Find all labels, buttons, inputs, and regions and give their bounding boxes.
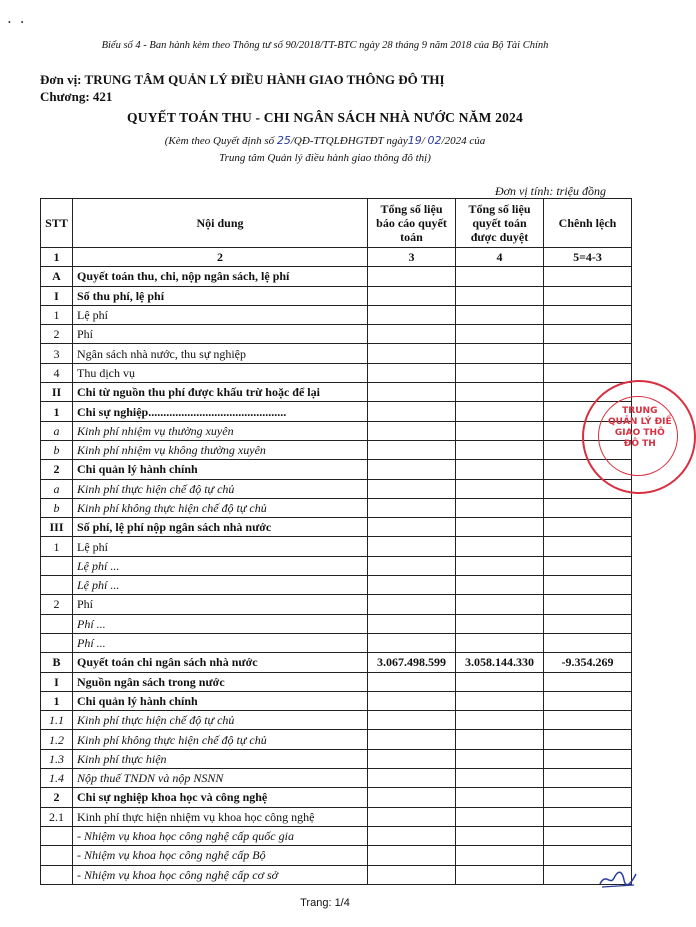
row-stt: 1.2 (41, 730, 73, 749)
table-row (41, 363, 632, 382)
row-diff (544, 633, 632, 652)
row-reported (368, 402, 456, 421)
row-diff (544, 769, 632, 788)
row-reported (368, 633, 456, 652)
row-approved (456, 711, 544, 730)
subtitle-line-2: Trung tâm Quản lý điều hành giao thông đô thị) (219, 152, 431, 164)
row-diff (544, 846, 632, 865)
row-stt: 4 (41, 363, 73, 382)
table-row (41, 479, 632, 498)
row-approved (456, 344, 544, 363)
row-stt (41, 576, 73, 595)
row-reported (368, 730, 456, 749)
table-row (41, 383, 632, 402)
header-stt: STT (41, 199, 73, 248)
unit-label: Đơn vị: (40, 72, 82, 87)
row-content: Kinh phí nhiệm vụ thường xuyên (73, 421, 368, 440)
row-stt (41, 826, 73, 845)
table-row (41, 344, 632, 363)
row-approved (456, 576, 544, 595)
row-approved (456, 595, 544, 614)
row-diff: -9.354.269 (544, 653, 632, 672)
table-row (41, 730, 632, 749)
table-header-row (41, 199, 632, 248)
row-approved (456, 286, 544, 305)
row-approved (456, 730, 544, 749)
row-stt: 2 (41, 460, 73, 479)
row-content: Kinh phí không thực hiện chế độ tự chủ (73, 498, 368, 517)
row-content: Số thu phí, lệ phí (73, 286, 368, 305)
row-reported (368, 788, 456, 807)
row-stt (41, 846, 73, 865)
row-approved: 3.058.144.330 (456, 653, 544, 672)
row-content: Phí ... (73, 633, 368, 652)
row-approved (456, 383, 544, 402)
row-content: - Nhiệm vụ khoa học công nghệ cấp quốc gia (73, 826, 368, 845)
table-row (41, 633, 632, 652)
row-reported (368, 498, 456, 517)
row-diff (544, 363, 632, 382)
row-content: Thu dịch vụ (73, 363, 368, 382)
row-diff (544, 556, 632, 575)
table-row (41, 826, 632, 845)
row-diff (544, 788, 632, 807)
row-content: Chi từ nguồn thu phí được khấu trừ hoặc để lại (73, 383, 368, 402)
row-stt: II (41, 383, 73, 402)
table-row (41, 788, 632, 807)
row-stt: 1.1 (41, 711, 73, 730)
row-approved (456, 846, 544, 865)
subtitle-part-2: /QĐ-TTQLĐHGTĐT ngày (290, 135, 408, 147)
row-diff (544, 325, 632, 344)
row-reported (368, 537, 456, 556)
unit-line (40, 72, 445, 88)
header-content: Nội dung (73, 199, 368, 248)
row-stt: 3 (41, 344, 73, 363)
table-row (41, 498, 632, 517)
document-title: QUYẾT TOÁN THU - CHI NGÂN SÁCH NHÀ NƯỚC NĂM 2024 (127, 110, 523, 125)
row-approved (456, 788, 544, 807)
row-diff (544, 286, 632, 305)
row-stt (41, 556, 73, 575)
stamp-text: TRUNG QUẢN LÝ ĐIỀ GIAO THÔ ĐÔ TH (608, 406, 672, 449)
row-reported (368, 267, 456, 286)
row-diff (544, 595, 632, 614)
row-content: Kinh phí thực hiện chế độ tự chủ (73, 711, 368, 730)
header-approved: Tổng số liệu quyết toán được duyệt (456, 199, 544, 248)
settlement-table (40, 198, 632, 885)
row-approved (456, 672, 544, 691)
red-seal-stamp (582, 380, 696, 494)
row-reported (368, 363, 456, 382)
row-content: Kinh phí thực hiện (73, 749, 368, 768)
column-index-row (41, 248, 632, 267)
row-content: Lệ phí ... (73, 556, 368, 575)
row-stt: b (41, 440, 73, 459)
table-row (41, 440, 632, 459)
table-row (41, 518, 632, 537)
index-stt: 1 (41, 248, 73, 267)
row-content: Kinh phí nhiệm vụ không thường xuyên (73, 440, 368, 459)
row-reported (368, 305, 456, 324)
row-diff (544, 807, 632, 826)
table-row (41, 653, 632, 672)
row-approved (456, 556, 544, 575)
row-content: Ngân sách nhà nước, thu sự nghiệp (73, 344, 368, 363)
row-diff (544, 672, 632, 691)
row-content: Chi sự nghiệp khoa học và công nghệ (73, 788, 368, 807)
signature-mark (598, 866, 638, 895)
row-content: Nguồn ngân sách trong nước (73, 672, 368, 691)
row-reported (368, 769, 456, 788)
row-content: Lệ phí (73, 537, 368, 556)
row-stt: 2 (41, 325, 73, 344)
unit-name: TRUNG TÂM QUẢN LÝ ĐIỀU HÀNH GIAO THÔNG ĐÔ THỊ (84, 72, 445, 87)
row-diff (544, 614, 632, 633)
row-approved (456, 305, 544, 324)
table-row (41, 691, 632, 710)
chapter: Chương: 421 (40, 89, 113, 104)
decision-day: 19 (407, 134, 422, 147)
table-row (41, 749, 632, 768)
row-content: Lệ phí ... (73, 576, 368, 595)
row-diff (544, 576, 632, 595)
row-stt: 2 (41, 788, 73, 807)
subtitle-part-3: /2024 của (441, 135, 486, 147)
row-approved (456, 421, 544, 440)
row-reported (368, 576, 456, 595)
row-reported (368, 865, 456, 884)
index-diff: 5=4-3 (544, 248, 632, 267)
row-stt (41, 614, 73, 633)
row-reported (368, 614, 456, 633)
table-row (41, 576, 632, 595)
row-stt: III (41, 518, 73, 537)
table-row (41, 267, 632, 286)
row-stt: a (41, 479, 73, 498)
table-row (41, 305, 632, 324)
table-body (41, 267, 632, 885)
row-approved (456, 749, 544, 768)
row-content: - Nhiệm vụ khoa học công nghệ cấp cơ sở (73, 865, 368, 884)
row-content: Quyết toán thu, chi, nộp ngân sách, lệ phí (73, 267, 368, 286)
row-stt: 1 (41, 691, 73, 710)
table-row (41, 614, 632, 633)
row-approved (456, 691, 544, 710)
row-reported (368, 691, 456, 710)
row-content: Chi quản lý hành chính (73, 691, 368, 710)
row-stt (41, 633, 73, 652)
row-content: Số phí, lệ phí nộp ngân sách nhà nước (73, 518, 368, 537)
header-reported: Tổng số liệu báo cáo quyết toán (368, 199, 456, 248)
decision-month: 02 (427, 134, 442, 147)
unit-note: Đơn vị tính: triệu đồng (494, 184, 606, 198)
row-content: Chi quản lý hành chính (73, 460, 368, 479)
row-diff (544, 826, 632, 845)
table-row (41, 286, 632, 305)
row-stt: I (41, 672, 73, 691)
row-reported (368, 595, 456, 614)
header-diff: Chênh lệch (544, 199, 632, 248)
row-content: - Nhiệm vụ khoa học công nghệ cấp Bộ (73, 846, 368, 865)
row-diff (544, 537, 632, 556)
row-approved (456, 402, 544, 421)
table-row (41, 556, 632, 575)
row-content: Phí ... (73, 614, 368, 633)
row-diff (544, 730, 632, 749)
row-approved (456, 826, 544, 845)
row-reported (368, 672, 456, 691)
row-stt: b (41, 498, 73, 517)
row-content: Kinh phí không thực hiện chế độ tự chủ (73, 730, 368, 749)
decision-number: 25 (276, 134, 291, 147)
row-approved (456, 633, 544, 652)
row-diff (544, 344, 632, 363)
row-reported (368, 286, 456, 305)
row-approved (456, 865, 544, 884)
table-row (41, 421, 632, 440)
row-stt: B (41, 653, 73, 672)
index-approved: 4 (456, 248, 544, 267)
row-stt: 1 (41, 537, 73, 556)
row-stt: 1.3 (41, 749, 73, 768)
row-stt: 1 (41, 402, 73, 421)
row-diff (544, 518, 632, 537)
row-approved (456, 807, 544, 826)
table-row (41, 325, 632, 344)
row-reported: 3.067.498.599 (368, 653, 456, 672)
row-approved (456, 537, 544, 556)
row-approved (456, 498, 544, 517)
row-content: Kinh phí thực hiện nhiệm vụ khoa học công nghệ (73, 807, 368, 826)
row-stt: 2.1 (41, 807, 73, 826)
subtitle-part-1: (Kèm theo Quyết định số (164, 135, 275, 147)
row-stt: A (41, 267, 73, 286)
row-reported (368, 383, 456, 402)
row-diff (544, 749, 632, 768)
table-row (41, 537, 632, 556)
row-reported (368, 826, 456, 845)
row-content: Chi sự nghiệp.............................................. (73, 402, 368, 421)
row-approved (456, 518, 544, 537)
row-approved (456, 440, 544, 459)
row-stt: 2 (41, 595, 73, 614)
row-diff (544, 691, 632, 710)
row-reported (368, 325, 456, 344)
row-approved (456, 363, 544, 382)
row-reported (368, 556, 456, 575)
table-row (41, 769, 632, 788)
row-content: Phí (73, 595, 368, 614)
row-approved (456, 769, 544, 788)
scan-marks: • • (8, 18, 24, 27)
row-approved (456, 614, 544, 633)
table-row (41, 865, 632, 884)
row-reported (368, 711, 456, 730)
row-approved (456, 267, 544, 286)
row-content: Nộp thuế TNDN và nộp NSNN (73, 769, 368, 788)
row-reported (368, 421, 456, 440)
row-approved (456, 460, 544, 479)
table-row (41, 846, 632, 865)
row-diff (544, 498, 632, 517)
table-row (41, 460, 632, 479)
row-stt: I (41, 286, 73, 305)
row-content: Lệ phí (73, 305, 368, 324)
row-approved (456, 325, 544, 344)
row-stt: 1 (41, 305, 73, 324)
row-diff (544, 711, 632, 730)
row-reported (368, 460, 456, 479)
row-diff (544, 305, 632, 324)
index-reported: 3 (368, 248, 456, 267)
row-reported (368, 807, 456, 826)
index-content: 2 (73, 248, 368, 267)
row-content: Quyết toán chi ngân sách nhà nước (73, 653, 368, 672)
table-row (41, 711, 632, 730)
row-stt: a (41, 421, 73, 440)
table-row (41, 672, 632, 691)
row-reported (368, 479, 456, 498)
row-content: Phí (73, 325, 368, 344)
subtitle-line-1: (Kèm theo Quyết định số 25/QĐ-TTQLĐHGTĐT ngày19/ 02/2024 của (164, 134, 486, 147)
table-row (41, 402, 632, 421)
row-reported (368, 440, 456, 459)
row-content: Kinh phí thực hiện chế độ tự chủ (73, 479, 368, 498)
row-diff (544, 267, 632, 286)
table-row (41, 595, 632, 614)
row-stt: 1.4 (41, 769, 73, 788)
table-row (41, 807, 632, 826)
row-stt (41, 865, 73, 884)
row-reported (368, 344, 456, 363)
row-reported (368, 846, 456, 865)
row-reported (368, 518, 456, 537)
row-reported (368, 749, 456, 768)
page-footer: Trang: 1/4 (300, 897, 350, 909)
header-note: Biểu số 4 - Ban hành kèm theo Thông tư số 90/2018/TT-BTC ngày 28 tháng 9 năm 2018 của Bộ Tài Chính (101, 40, 549, 51)
row-approved (456, 479, 544, 498)
